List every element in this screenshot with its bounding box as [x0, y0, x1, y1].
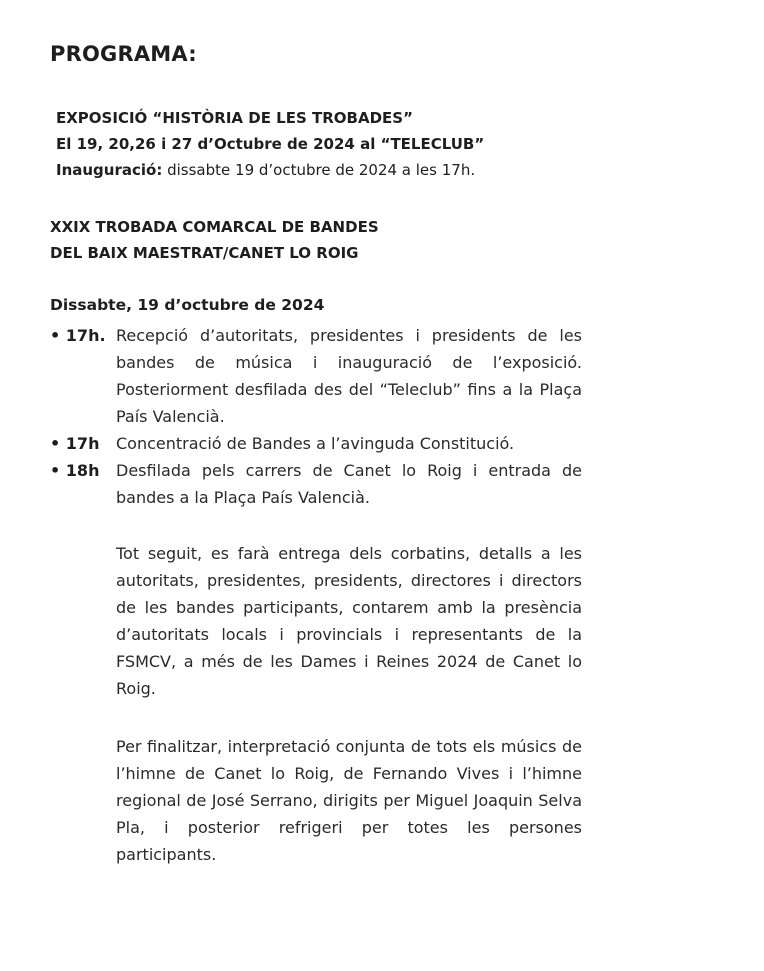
schedule-item [50, 322, 590, 430]
inauguration-line [56, 157, 484, 183]
schedule-time: • 17h [50, 434, 100, 453]
exhibition-dates: El 19, 20,26 i 27 d’Octubre de 2024 al “TELECLUB” [56, 135, 485, 153]
schedule-item [50, 430, 590, 457]
event-heading-line-2: DEL BAIX MAESTRAT/CANET LO ROIG [50, 244, 359, 262]
inauguration-text: dissabte 19 d’octubre de 2024 a les 17h. [162, 161, 476, 179]
schedule-item [50, 457, 590, 511]
inauguration-label: Inauguració: [56, 161, 163, 179]
exhibition-title: EXPOSICIÓ “HISTÒRIA DE LES TROBADES” [56, 109, 413, 127]
schedule-description: Concentració de Bandes a l’avinguda Constitució. [116, 434, 515, 453]
schedule-time: • 18h [50, 461, 100, 480]
schedule-time: • 17h. [50, 326, 106, 345]
event-heading-line-1: XXIX TROBADA COMARCAL DE BANDES [50, 218, 379, 236]
event-heading [50, 214, 379, 266]
event-date: Dissabte, 19 d’octubre de 2024 [50, 296, 325, 314]
closing-paragraph: Per finalitzar, interpretació conjunta de tots els músics de l’himne de Canet lo Roig, de Fernando Vives i l’himne regional de José Serrano, dirigits per Miguel Joaquin Selva Pla, i posterior refrigeri per totes les persones participants. [116, 737, 582, 864]
schedule-list [50, 322, 590, 511]
schedule-description: Recepció d’autoritats, presidentes i presidents de les bandes de música i inauguració de l’exposició. Posteriorment desfilada des del “Teleclub” fins a la Plaça País Valencià. [116, 326, 582, 426]
exhibition-block [56, 105, 484, 183]
awards-paragraph: Tot seguit, es farà entrega dels corbatins, detalls a les autoritats, presidentes, presidents, directores i directors de les bandes participants, contarem amb la presència d’autoritats locals i provincials i representants de la FSMCV, a més de les Dames i Reines 2024 de Canet lo Roig. [116, 544, 582, 698]
schedule-description: Desfilada pels carrers de Canet lo Roig i entrada de bandes a la Plaça País Valencià. [116, 461, 582, 507]
page-title: PROGRAMA: [50, 42, 197, 66]
